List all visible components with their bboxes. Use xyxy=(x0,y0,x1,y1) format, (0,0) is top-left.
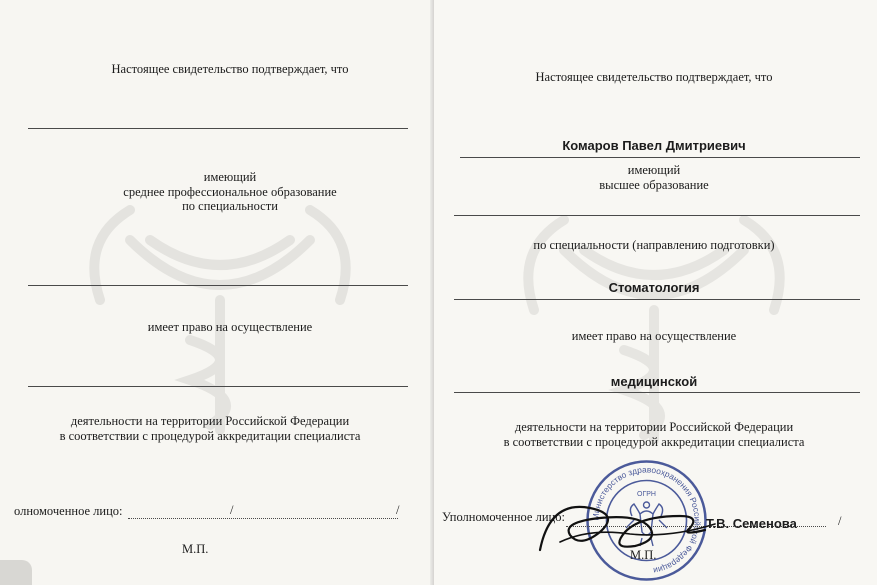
right-label: имеет право на осуществление xyxy=(571,329,737,343)
torn-corner xyxy=(0,560,32,585)
activity-line2: в соответствии с процедурой аккредитации специалиста xyxy=(503,435,805,449)
specialty-label: по специальности (направлению подготовки) xyxy=(533,238,775,252)
bowl-of-hygieia-watermark-icon xyxy=(494,190,814,450)
authorized-person-label: Уполномоченное лицо: xyxy=(442,510,565,524)
right-page xyxy=(434,0,877,585)
activity-type: медицинской xyxy=(610,374,698,389)
right-label: имеет право на осуществление xyxy=(147,320,313,334)
specialty-value: Стоматология xyxy=(608,280,700,295)
activity-line1: деятельности на территории Российской Федерации xyxy=(70,414,350,428)
seal-place-label: М.П. xyxy=(182,542,209,556)
seal-place-label: М.П. xyxy=(630,548,657,562)
stamp-inner-text: ОГРН xyxy=(637,491,656,498)
holder-name: Комаров Павел Дмитриевич xyxy=(562,138,746,153)
activity-line xyxy=(454,392,860,393)
slash-separator-end: / xyxy=(396,503,400,517)
stamp-outer-text: Министерство здравоохранения Российской Федерации xyxy=(590,464,703,576)
intro-text: Настоящее свидетельство подтверждает, что xyxy=(111,62,349,76)
education-text: среднее профессиональное образование xyxy=(123,185,337,199)
having-text: имеющий xyxy=(203,170,257,184)
education-text: высшее образование xyxy=(599,178,709,192)
activity-line2: в соответствии с процедурой аккредитации специалиста xyxy=(59,429,361,443)
activity-line1: деятельности на территории Российской Федерации xyxy=(514,420,794,434)
signatory-name: Т.В. Семенова xyxy=(706,516,797,531)
holder-name-line xyxy=(460,157,860,158)
slash-separator: / xyxy=(838,514,842,528)
specialty-label: по специальности xyxy=(182,199,278,213)
holder-name-line xyxy=(28,128,408,129)
left-page xyxy=(0,0,434,585)
authorized-person-label: олномоченное лицо: xyxy=(14,504,123,518)
activity-line xyxy=(28,386,408,387)
specialty-line xyxy=(28,285,408,286)
education-line xyxy=(454,215,860,216)
intro-text: Настоящее свидетельство подтверждает, что xyxy=(535,70,773,84)
slash-separator: / xyxy=(230,503,234,517)
signature-line xyxy=(128,518,398,519)
bowl-of-hygieia-watermark-icon xyxy=(60,180,380,440)
specialty-line xyxy=(454,299,860,300)
having-text: имеющий xyxy=(627,163,681,177)
